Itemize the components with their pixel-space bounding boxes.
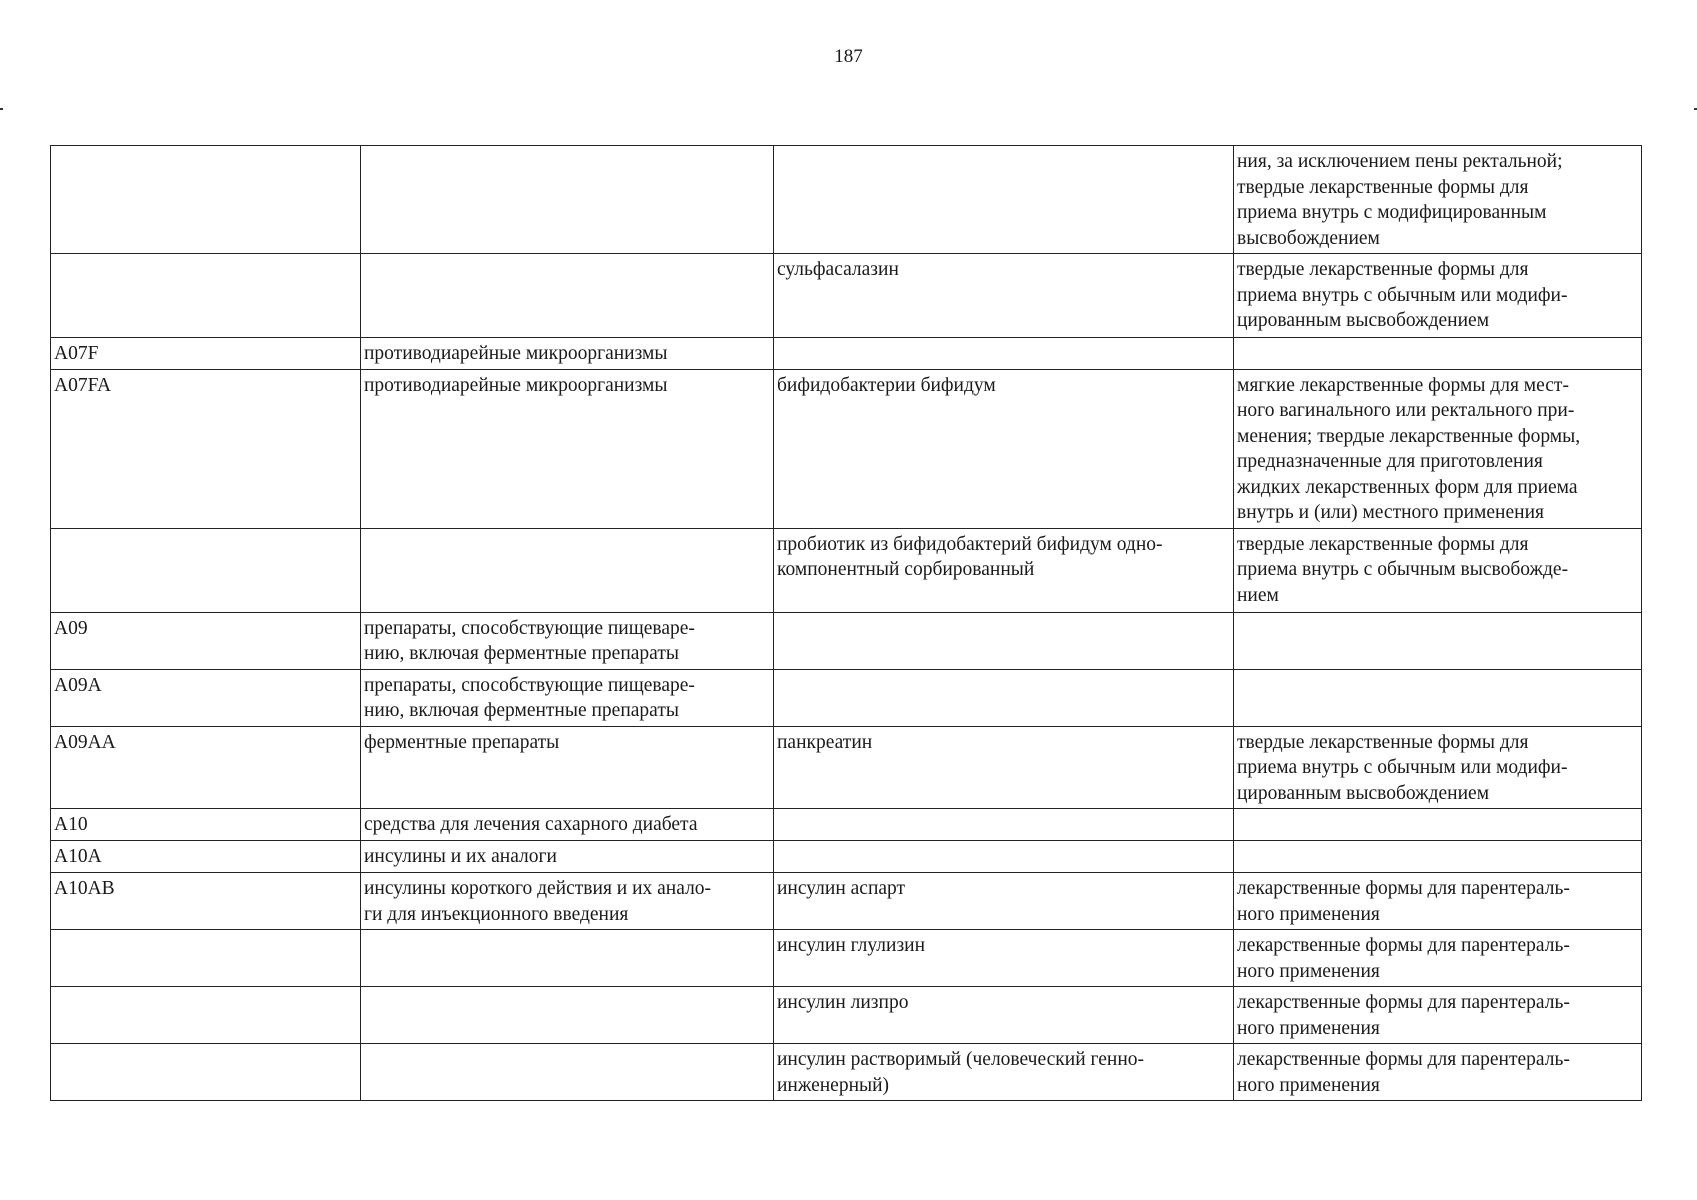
form-line: цированным высвобождением — [1237, 782, 1490, 804]
code-cell: A09AA — [51, 726, 361, 809]
form-line: высвобождением — [1237, 227, 1380, 249]
form-line: внутрь и (или) местного применения — [1237, 502, 1544, 523]
table-row — [51, 369, 1642, 528]
table-row — [51, 726, 1642, 809]
group-line: средства для лечения сахарного диабета — [364, 814, 698, 835]
code-cell: A10A — [51, 841, 361, 873]
group-cell — [361, 338, 774, 370]
drug-line: сульфасалазин — [777, 259, 899, 280]
group-cell — [361, 987, 774, 1044]
form-line: ного вагинального или ректального при- — [1237, 400, 1575, 421]
form-cell — [1234, 669, 1642, 726]
drug-line: панкреатин — [777, 731, 873, 753]
code-cell — [51, 146, 361, 254]
form-line: приема внутрь с обычным или модифи- — [1237, 757, 1568, 778]
code-cell: A07FA — [51, 369, 361, 528]
group-cell — [361, 873, 774, 930]
group-line: препараты, способствующие пищеваре- — [364, 674, 695, 696]
group-line: нию, включая ферментные препараты — [364, 700, 679, 721]
code-cell: A10 — [51, 809, 361, 841]
drug-line: бифидобактерии бифидум — [777, 374, 996, 396]
form-cell — [1234, 146, 1642, 254]
table-row — [51, 254, 1642, 338]
code-cell — [51, 987, 361, 1044]
group-cell — [361, 369, 774, 528]
table-row — [51, 669, 1642, 726]
group-line: противодиарейные микроорганизмы — [364, 374, 668, 396]
form-line: жидких лекарственных форм для приема — [1237, 476, 1578, 498]
form-line: приема внутрь с модифицированным — [1237, 202, 1547, 223]
form-line: приема внутрь с обычным или модифи- — [1237, 284, 1568, 306]
drug-cell — [774, 528, 1234, 612]
form-cell — [1234, 1044, 1642, 1101]
form-cell — [1234, 930, 1642, 987]
form-line: нием — [1237, 584, 1279, 606]
form-cell — [1234, 612, 1642, 669]
drug-cell — [774, 809, 1234, 841]
form-line: твердые лекарственные формы для — [1237, 731, 1529, 753]
code-cell — [51, 1044, 361, 1101]
group-cell — [361, 841, 774, 873]
form-line: приема внутрь с обычным высвобожде- — [1237, 559, 1569, 580]
drug-cell — [774, 841, 1234, 873]
group-cell — [361, 612, 774, 669]
group-cell — [361, 528, 774, 612]
form-line: ного применения — [1237, 1074, 1380, 1096]
drug-cell — [774, 930, 1234, 987]
drug-cell — [774, 146, 1234, 254]
form-line: лекарственные формы для парентераль- — [1237, 992, 1570, 1013]
drug-line: инсулин глулизин — [777, 935, 926, 956]
group-line: препараты, способствующие пищеваре- — [364, 617, 695, 639]
margin-mark-left — [0, 108, 3, 110]
group-line: противодиарейные микроорганизмы — [364, 343, 668, 364]
form-cell — [1234, 338, 1642, 370]
form-line: твердые лекарственные формы для — [1237, 533, 1529, 555]
code-cell: A07F — [51, 338, 361, 370]
drug-line: инсулин аспарт — [777, 878, 906, 899]
drug-cell — [774, 612, 1234, 669]
drug-cell — [774, 369, 1234, 528]
group-cell — [361, 1044, 774, 1101]
form-line: ния, за исключением пены ректальной; — [1237, 151, 1563, 172]
code-cell: A10AB — [51, 873, 361, 930]
table-row — [51, 841, 1642, 873]
table-row — [51, 528, 1642, 612]
form-line: твердые лекарственные формы для — [1237, 176, 1529, 198]
drug-cell — [774, 338, 1234, 370]
group-cell — [361, 669, 774, 726]
form-cell — [1234, 369, 1642, 528]
form-line: предназначенные для приготовления — [1237, 451, 1543, 472]
form-line: лекарственные формы для парентераль- — [1237, 878, 1570, 899]
page-number: 187 — [834, 46, 863, 67]
code-cell: A09A — [51, 669, 361, 726]
form-line: твердые лекарственные формы для — [1237, 259, 1529, 280]
drug-cell — [774, 1044, 1234, 1101]
drug-line: инсулин растворимый (человеческий генно- — [777, 1049, 1145, 1070]
form-line: ного применения — [1237, 903, 1380, 925]
group-cell — [361, 930, 774, 987]
form-cell — [1234, 873, 1642, 930]
form-line: ного применения — [1237, 960, 1380, 982]
table-row — [51, 873, 1642, 930]
drug-cell — [774, 254, 1234, 338]
group-line: инсулины и их аналоги — [364, 846, 557, 867]
group-cell — [361, 726, 774, 809]
drug-line: пробиотик из бифидобактерий бифидум одно- — [777, 533, 1163, 555]
form-cell — [1234, 726, 1642, 809]
group-line: инсулины короткого действия и их анало- — [364, 878, 712, 899]
drug-cell — [774, 987, 1234, 1044]
form-line: лекарственные формы для парентераль- — [1237, 935, 1570, 956]
form-cell — [1234, 987, 1642, 1044]
form-cell — [1234, 528, 1642, 612]
drug-cell — [774, 669, 1234, 726]
form-cell — [1234, 809, 1642, 841]
group-cell — [361, 254, 774, 338]
group-line: нию, включая ферментные препараты — [364, 643, 679, 664]
group-line: ферментные препараты — [364, 731, 560, 753]
group-cell — [361, 146, 774, 254]
table-row — [51, 338, 1642, 370]
drug-table — [50, 145, 1642, 1101]
table-row — [51, 146, 1642, 254]
form-line: менения; твердые лекарственные формы, — [1237, 425, 1581, 447]
form-line: ного применения — [1237, 1017, 1380, 1039]
code-cell — [51, 528, 361, 612]
drug-cell — [774, 726, 1234, 809]
drug-line: инсулин лизпро — [777, 992, 909, 1013]
table-body — [51, 146, 1642, 1101]
code-cell — [51, 930, 361, 987]
table-row — [51, 987, 1642, 1044]
form-line: мягкие лекарственные формы для мест- — [1237, 374, 1569, 396]
code-cell: A09 — [51, 612, 361, 669]
table-row — [51, 1044, 1642, 1101]
drug-line: компонентный сорбированный — [777, 559, 1035, 580]
form-cell — [1234, 254, 1642, 338]
drug-line: инженерный) — [777, 1074, 890, 1096]
group-line: ги для инъекционного введения — [364, 903, 629, 925]
table-row — [51, 930, 1642, 987]
form-line: лекарственные формы для парентераль- — [1237, 1049, 1570, 1070]
table-row — [51, 809, 1642, 841]
form-line: цированным высвобождением — [1237, 310, 1490, 331]
form-cell — [1234, 841, 1642, 873]
table-row — [51, 612, 1642, 669]
drug-cell — [774, 873, 1234, 930]
group-cell — [361, 809, 774, 841]
code-cell — [51, 254, 361, 338]
